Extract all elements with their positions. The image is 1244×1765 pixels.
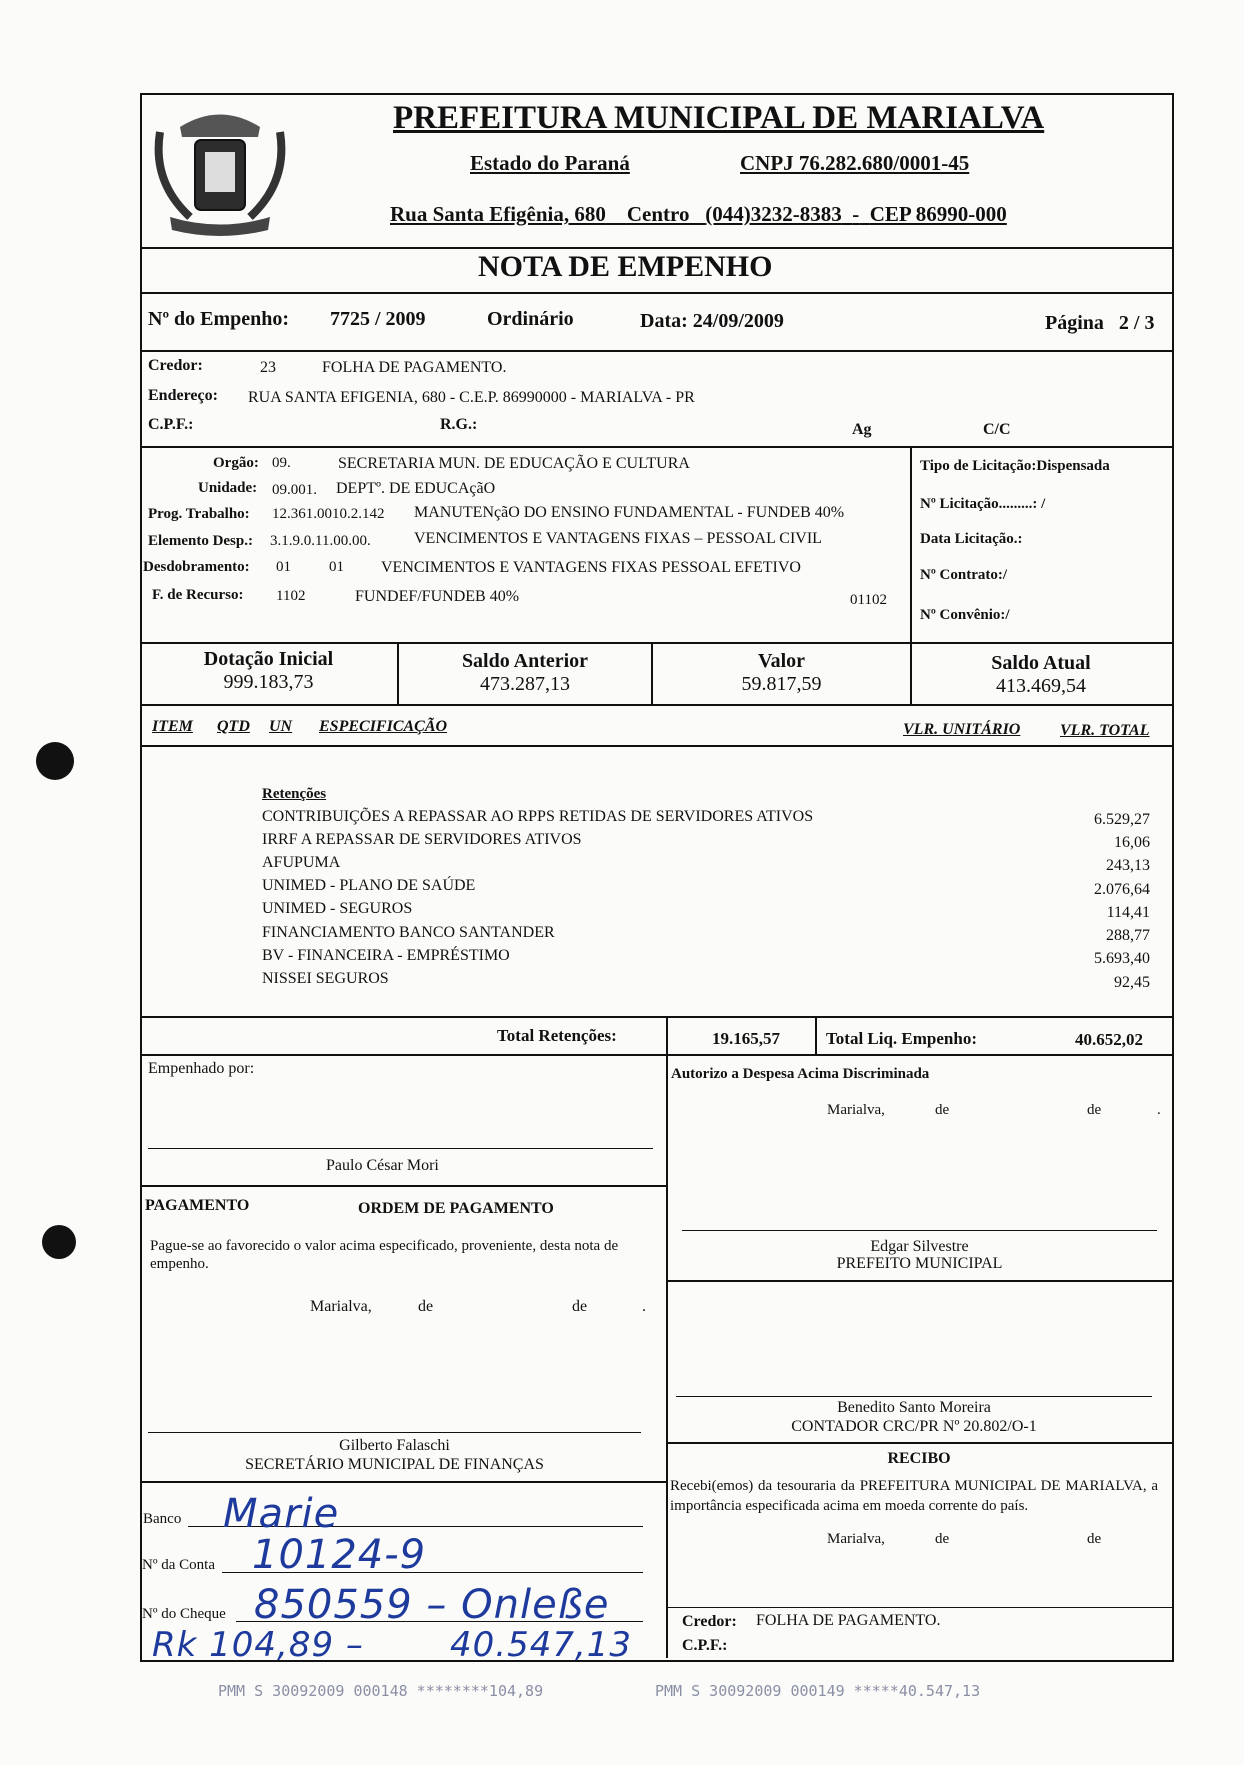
stamp-left: PMM S 30092009 000148 ********104,89 <box>218 1682 544 1700</box>
dot: . <box>1157 1102 1161 1118</box>
empenho-date <box>640 310 784 333</box>
retencao-label: BV - FINANCEIRA - EMPRÉSTIMO <box>262 947 510 964</box>
col-qtd: QTD <box>217 718 250 735</box>
page-value: 2 / 3 <box>1118 312 1155 334</box>
credor-address: RUA SANTA EFIGENIA, 680 - C.E.P. 86990000 - MARIALVA - PR <box>248 389 695 406</box>
recibo-cpf-label: C.P.F.: <box>682 1637 728 1654</box>
col-spec: ESPECIFICAÇÃO <box>319 718 448 735</box>
retencao-value: 2.076,64 <box>1094 881 1150 898</box>
orgao-label: Orgão: <box>213 455 259 471</box>
credor-name: FOLHA DE PAGAMENTO. <box>322 359 507 376</box>
contador-role: CONTADOR CRC/PR Nº 20.802/O-1 <box>791 1418 1037 1435</box>
saldo-anterior-box <box>399 650 651 696</box>
saldo-anterior-label: Saldo Anterior <box>461 650 589 672</box>
empenho-label: Nº do Empenho: <box>148 308 290 330</box>
unidade-label: Unidade: <box>198 480 258 496</box>
numero-convenio: Nº Convênio:/ <box>920 607 1010 623</box>
credor-code: 23 <box>260 359 276 376</box>
district: Centro <box>626 202 690 226</box>
prog-name: MANUTENçãO DO ENSINO FUNDAMENTAL - FUNDEB 40% <box>414 504 845 521</box>
punch-hole <box>42 1225 76 1259</box>
cheque-label: Nº do Cheque <box>142 1606 226 1622</box>
divider <box>140 292 1172 294</box>
divider <box>140 1185 666 1187</box>
contador-name: Benedito Santo Moreira <box>837 1399 991 1416</box>
retencao-value: 288,77 <box>1106 927 1150 944</box>
divider <box>666 1442 1172 1444</box>
right-date-line-1 <box>827 1102 1167 1119</box>
retencao-value: 92,45 <box>1114 974 1150 991</box>
orgao-name: SECRETARIA MUN. DE EDUCAÇÃO E CULTURA <box>338 455 690 472</box>
date-value: 24/09/2009 <box>692 310 784 332</box>
cpf-label: C.P.F.: <box>148 416 194 433</box>
de: de <box>1087 1531 1102 1547</box>
pague-text: Pague-se ao favorecido o valor acima especificado, proveniente, desta nota de empenho. <box>150 1238 619 1272</box>
saldo-atual-box <box>912 652 1170 698</box>
divider <box>666 1016 668 1054</box>
stamp-right: PMM S 30092009 000149 *****40.547,13 <box>655 1682 981 1700</box>
municipality-title: PREFEITURA MUNICIPAL DE MARIALVA <box>393 100 1045 136</box>
signature-line <box>148 1148 653 1149</box>
numero-contrato: Nº Contrato:/ <box>920 567 1008 583</box>
city: Marialva, <box>827 1102 885 1118</box>
col-total: VLR. TOTAL <box>1060 722 1150 739</box>
signature-line <box>148 1432 641 1433</box>
endereco-label: Endereço: <box>148 387 218 404</box>
divider <box>815 1016 817 1054</box>
banco-handwriting: Marie <box>223 1491 340 1537</box>
dotacao-inicial-box <box>140 648 397 694</box>
cep: CEP 86990-000 <box>869 202 1007 226</box>
right-date-line-2 <box>827 1531 1167 1548</box>
elemento-name: VENCIMENTOS E VANTAGENS FIXAS – PESSOAL CIVIL <box>414 530 822 547</box>
recurso-label: F. de Recurso: <box>152 587 244 603</box>
col-item: ITEM <box>152 718 193 735</box>
retencao-label: UNIMED - SEGUROS <box>262 900 413 917</box>
prefeito-role: PREFEITO MUNICIPAL <box>836 1255 1003 1272</box>
divider <box>666 1607 1172 1608</box>
divider <box>140 1481 666 1483</box>
conta-label: Nº da Conta <box>142 1557 215 1573</box>
ordem-pagamento-label: ORDEM DE PAGAMENTO <box>358 1200 554 1217</box>
phone: (044)3232-8383 <box>705 202 842 226</box>
retencao-value: 6.529,27 <box>1094 811 1150 828</box>
recibo-credor-name: FOLHA DE PAGAMENTO. <box>756 1612 941 1629</box>
elemento-label: Elemento Desp.: <box>148 533 253 549</box>
banco-label: Banco <box>143 1511 182 1527</box>
retencao-value: 5.693,40 <box>1094 950 1150 967</box>
dotacao-inicial-value: 999.183,73 <box>223 671 314 693</box>
saldo-anterior-value: 473.287,13 <box>480 673 570 695</box>
de: de <box>935 1531 950 1547</box>
handwritten-amount-b: 40.547,13 <box>450 1625 633 1665</box>
desdobramento-name: VENCIMENTOS E VANTAGENS FIXAS PESSOAL EFETIVO <box>381 559 801 576</box>
recurso-name: FUNDEF/FUNDEB 40% <box>355 588 520 605</box>
cheque-handwriting: 850559 – Onleße <box>254 1582 610 1628</box>
orgao-code: 09. <box>272 455 291 471</box>
empenhado-name: Paulo César Mori <box>326 1157 439 1174</box>
divider <box>666 1280 1172 1282</box>
valor-box <box>653 650 910 696</box>
de: de <box>572 1298 588 1315</box>
valor-value: 59.817,59 <box>741 673 822 695</box>
recibo-text: Recebi(emos) da tesouraria da PREFEITURA MUNICIPAL DE MARIALVA, a importância especificada acima em moeda corrente do país. <box>670 1478 1158 1514</box>
divider <box>140 1054 1172 1056</box>
dot: . <box>642 1298 646 1315</box>
desdobramento-b: 01 <box>329 559 344 575</box>
retencao-label: UNIMED - PLANO DE SAÚDE <box>262 877 476 894</box>
divider <box>140 704 1172 706</box>
retencao-label: FINANCIAMENTO BANCO SANTANDER <box>262 924 555 941</box>
divider <box>140 642 1172 644</box>
divider <box>140 745 1172 747</box>
page-indicator <box>1045 312 1154 335</box>
punch-hole <box>36 742 74 780</box>
divider <box>140 1016 1172 1018</box>
elemento-code: 3.1.9.0.11.00.00. <box>270 533 371 549</box>
tipo-licitacao: Tipo de Licitação:Dispensada <box>920 458 1110 474</box>
coat-of-arms-logo <box>150 92 290 242</box>
col-unit: VLR. UNITÁRIO <box>903 721 1021 738</box>
col-un: UN <box>269 718 293 735</box>
left-date-line <box>310 1298 650 1316</box>
address-line <box>390 202 1007 227</box>
autorizo-text: Autorizo a Despesa Acima Discriminada <box>671 1066 930 1082</box>
recurso-ref: 01102 <box>850 592 887 608</box>
total-retencoes-value: 19.165,57 <box>712 1029 780 1048</box>
data-licitacao: Data Licitação.: <box>920 531 1023 547</box>
address: Rua Santa Efigênia, 680 <box>390 202 606 226</box>
prog-code: 12.361.0010.2.142 <box>272 506 385 522</box>
total-liquido-label: Total Liq. Empenho: <box>826 1029 977 1048</box>
unidade-code: 09.001. <box>272 482 317 498</box>
total-liquido-value: 40.652,02 <box>1075 1030 1143 1049</box>
saldo-atual-value: 413.469,54 <box>996 675 1086 697</box>
valor-label: Valor <box>757 650 806 672</box>
numero-licitacao: Nº Licitação.........: / <box>920 496 1046 512</box>
signature-line <box>682 1230 1157 1231</box>
retencao-value: 243,13 <box>1106 857 1150 874</box>
separator: - <box>852 202 860 226</box>
rg-label: R.G.: <box>440 416 478 433</box>
total-retencoes-label: Total Retenções: <box>497 1026 617 1045</box>
ag-label: Ag <box>852 421 872 438</box>
city: Marialva, <box>310 1298 372 1315</box>
desdobramento-label: Desdobramento: <box>143 559 250 575</box>
recibo-credor-label: Credor: <box>682 1613 737 1630</box>
secretario-name: Gilberto Falaschi <box>339 1437 450 1454</box>
retencao-value: 114,41 <box>1106 904 1150 921</box>
state-name: Estado do Paraná <box>470 151 630 175</box>
signature-line <box>676 1396 1152 1397</box>
dotacao-inicial-label: Dotação Inicial <box>203 648 334 670</box>
city: Marialva, <box>827 1531 885 1547</box>
document-title: NOTA DE EMPENHO <box>478 250 773 283</box>
divider <box>140 446 1172 448</box>
desdobramento-a: 01 <box>276 559 291 575</box>
credor-label: Credor: <box>148 357 203 374</box>
retencao-label: IRRF A REPASSAR DE SERVIDORES ATIVOS <box>262 831 582 848</box>
cc-label: C/C <box>983 421 1011 438</box>
de: de <box>418 1298 434 1315</box>
retencao-value: 16,06 <box>1114 834 1150 851</box>
retencao-label: CONTRIBUIÇÕES A REPASSAR AO RPPS RETIDAS DE SERVIDORES ATIVOS <box>262 808 814 825</box>
date-label: Data: <box>640 310 688 332</box>
empenho-number: 7725 / 2009 <box>330 308 426 330</box>
empenho-type: Ordinário <box>487 308 574 330</box>
pagamento-label: PAGAMENTO <box>145 1197 250 1214</box>
retencoes-title: Retenções <box>262 786 327 802</box>
handwritten-amount-a: Rk 104,89 – <box>152 1625 364 1665</box>
recurso-code: 1102 <box>276 588 306 604</box>
de: de <box>1087 1102 1102 1118</box>
retencao-label: NISSEI SEGUROS <box>262 970 389 987</box>
secretario-role: SECRETÁRIO MUNICIPAL DE FINANÇAS <box>245 1456 544 1473</box>
unidade-name: DEPTº. DE EDUCAçãO <box>336 480 496 497</box>
recibo-title: RECIBO <box>887 1450 951 1467</box>
de: de <box>935 1102 950 1118</box>
retencao-label: AFUPUMA <box>262 854 341 871</box>
saldo-atual-label: Saldo Atual <box>991 652 1091 674</box>
prefeito-name: Edgar Silvestre <box>870 1238 969 1255</box>
prog-label: Prog. Trabalho: <box>148 506 250 522</box>
page-label: Página <box>1045 312 1104 334</box>
conta-handwriting: 10124-9 <box>252 1532 427 1578</box>
cnpj: CNPJ 76.282.680/0001-45 <box>740 151 970 175</box>
divider <box>666 1054 668 1658</box>
divider <box>140 247 1172 249</box>
empenhado-label: Empenhado por: <box>148 1060 255 1077</box>
divider <box>140 350 1172 352</box>
